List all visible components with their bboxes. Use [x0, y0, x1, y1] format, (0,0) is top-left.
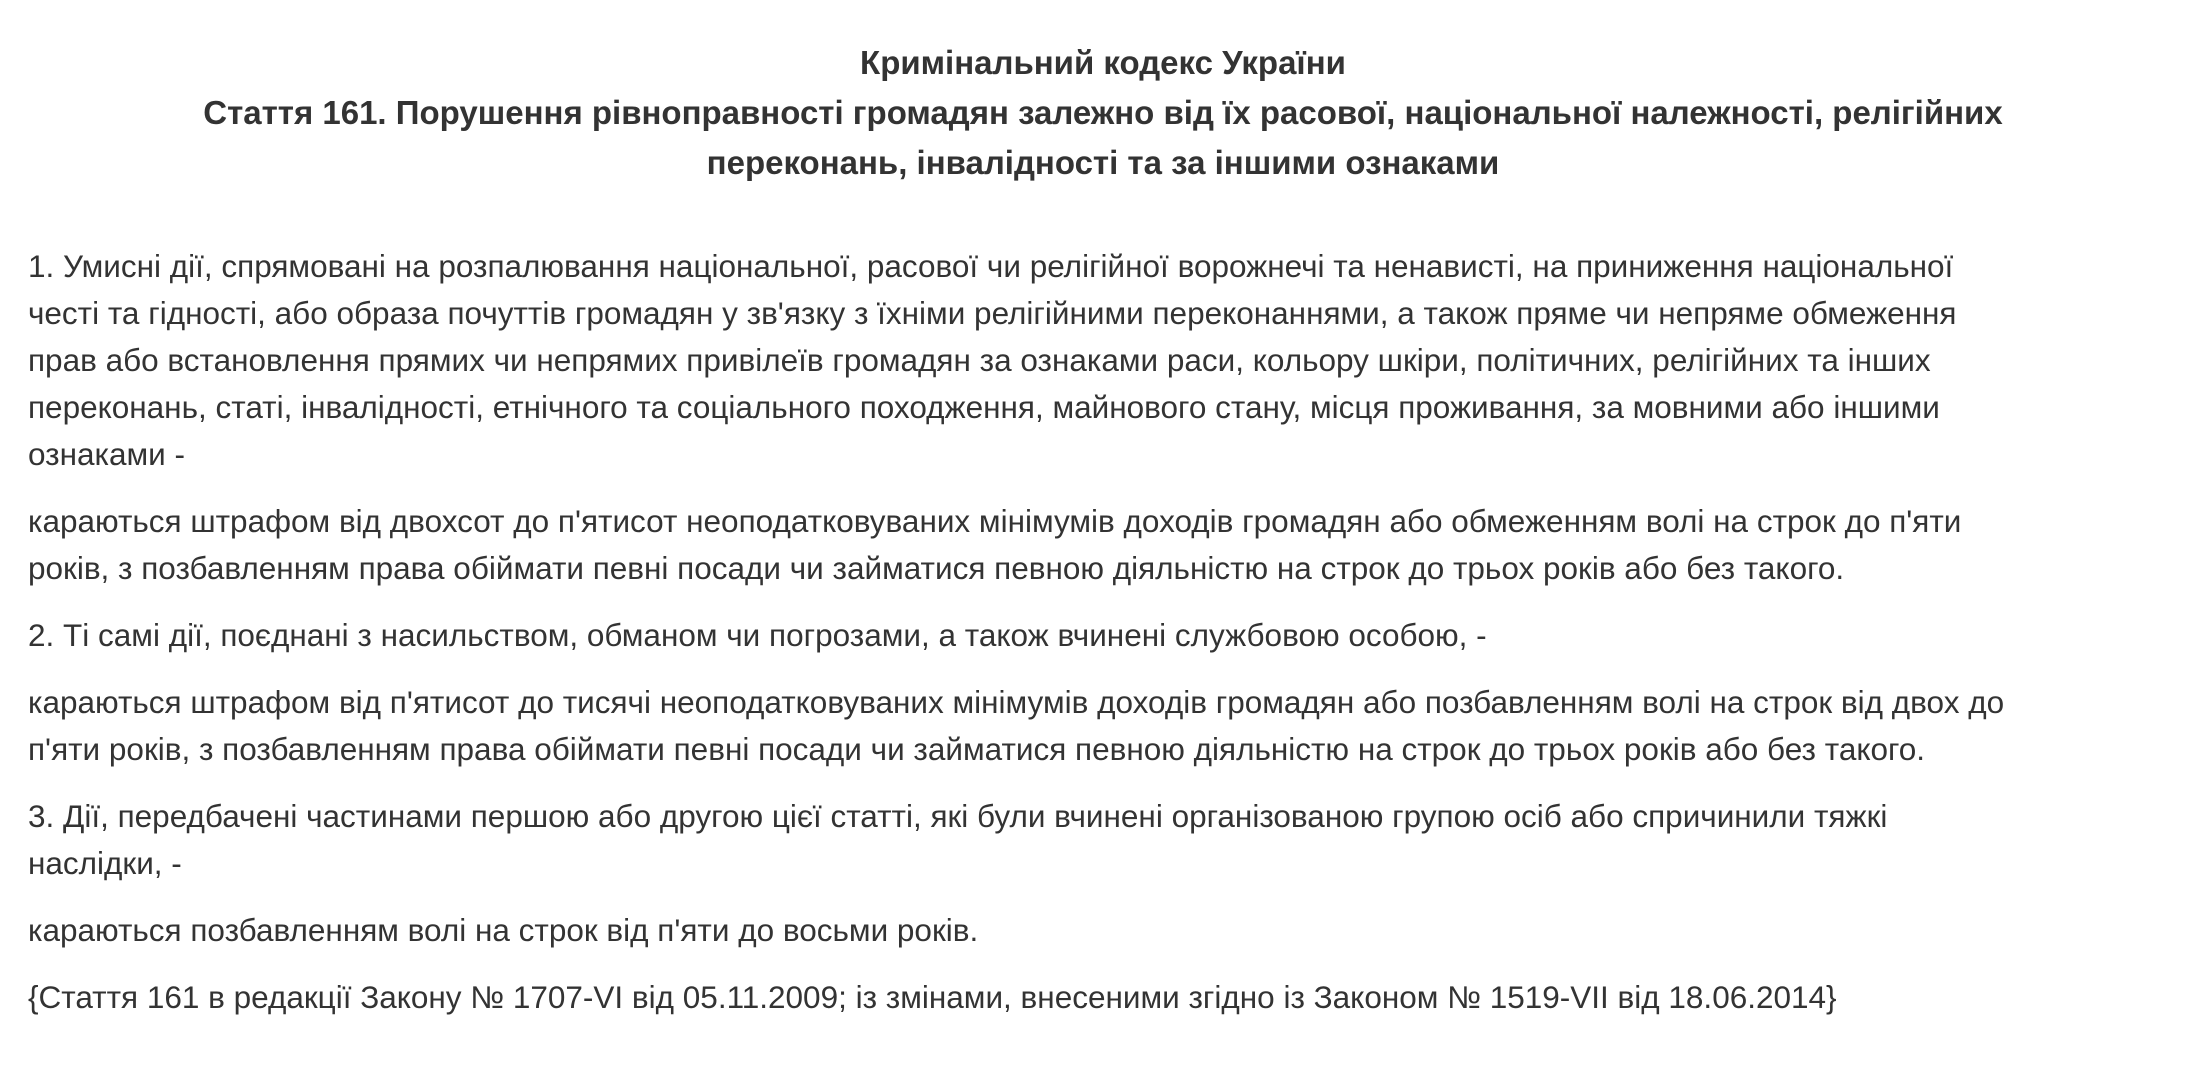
document-header — [28, 38, 2178, 188]
article-title-line-1: Стаття 161. Порушення рівноправності громадян залежно від їх расової, національної належності, релігійних — [203, 94, 2003, 131]
paragraph-sanction-2: караються штрафом від п'ятисот до тисячі неоподатковуваних мінімумів доходів громадян або позбавленням волі на строк від двох до п'яти років, з позбавленням права обіймати певні посади чи займатися певною діяльністю на строк до трьох років або без такого. — [28, 684, 2005, 767]
paragraph-part-1: 1. Умисні дії, спрямовані на розпалювання національної, расової чи релігійної ворожнечі та ненависті, на приниження національної честі та гідності, або образа почуттів громадян у зв'язку з їхніми релігійними переконаннями, а також пряме чи непряме обмеження прав або встановлення прямих чи непрямих привілеїв громадян за ознаками раси, кольору шкіри, політичних, релігійних та інших переконань, статі, інвалідності, етнічного та соціального походження, майнового стану, місця проживання, за мовними або іншими ознаками - — [28, 248, 1957, 472]
paragraph-sanction-1: караються штрафом від двохсот до п'ятисот неоподатковуваних мінімумів доходів громадян або обмеженням волі на строк до п'яти років, з позбавленням права обіймати певні посади чи займатися певною діяльністю на строк до трьох років або без такого. — [28, 503, 1962, 586]
amendment-note: {Стаття 161 в редакції Закону № 1707-VI від 05.11.2009; із змінами, внесеними згідно із Законом № 1519-VII від 18.06.2014} — [28, 979, 1837, 1015]
article-body — [28, 243, 2206, 1021]
code-title: Кримінальний кодекс України — [860, 44, 1346, 81]
article-title-line-2: переконань, інвалідності та за іншими ознаками — [706, 144, 1500, 181]
paragraph-part-2: 2. Ті самі дії, поєднані з насильством, обманом чи погрозами, а також вчинені службовою особою, - — [28, 617, 1487, 653]
paragraph-sanction-3: караються позбавленням волі на строк від п'яти до восьми років. — [28, 912, 979, 948]
paragraph-part-3: 3. Дії, передбачені частинами першою або другою цієї статті, які були вчинені організованою групою осіб або спричинили тяжкі наслідки, - — [28, 798, 1888, 881]
